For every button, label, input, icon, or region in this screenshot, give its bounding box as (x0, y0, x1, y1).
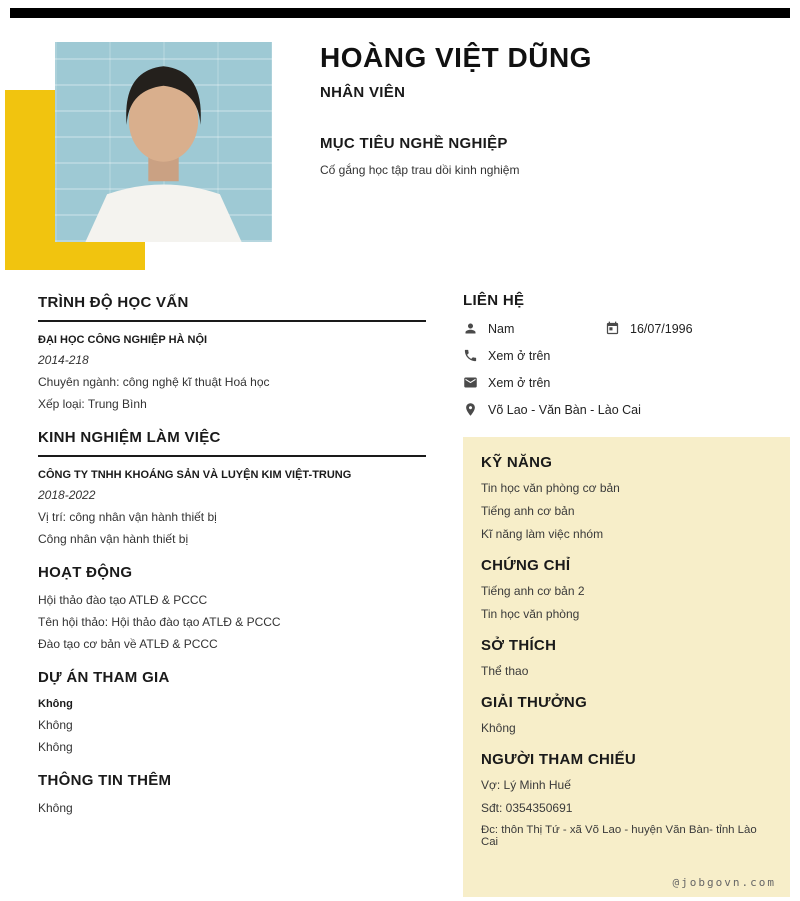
award-item: Không (481, 721, 516, 735)
education-period: 2014-218 (38, 353, 89, 367)
project-line: Không (38, 740, 73, 754)
section-skills (481, 454, 772, 541)
candidate-name: HOÀNG VIỆT DŨNG (320, 42, 592, 73)
calendar-icon (605, 321, 620, 336)
contact-heading: LIÊN HỆ (463, 292, 525, 309)
gender-value: Nam (488, 321, 515, 336)
additional-info-heading: THÔNG TIN THÊM (38, 772, 172, 789)
left-column (38, 294, 426, 833)
skill-item: Kĩ năng làm việc nhóm (481, 527, 604, 541)
section-awards (481, 694, 772, 735)
skill-item: Tiếng anh cơ bản (481, 504, 575, 518)
contact-email (463, 375, 550, 390)
education-heading: TRÌNH ĐỘ HỌC VẤN (38, 294, 426, 322)
section-additional-info (38, 772, 426, 815)
experience-line: Vị trí: công nhân vận hành thiết bị (38, 510, 217, 524)
location-pin-icon (463, 402, 478, 417)
hobbies-heading: SỞ THÍCH (481, 637, 557, 654)
phone-icon (463, 348, 478, 363)
activity-line: Hội thảo đào tạo ATLĐ & PCCC (38, 593, 208, 607)
activities-heading: HOẠT ĐỘNG (38, 564, 133, 581)
hobby-item: Thể thao (481, 664, 529, 678)
birthdate-value: 16/07/1996 (630, 321, 693, 336)
contact-rows (463, 321, 790, 417)
contact-row-address (463, 402, 790, 417)
certificates-heading: CHỨNG CHỈ (481, 557, 571, 574)
reference-item: Đc: thôn Thị Tứ - xã Võ Lao - huyện Văn Bàn- tỉnh Lào Cai (481, 824, 757, 848)
certificate-item: Tiếng anh cơ bản 2 (481, 584, 585, 598)
candidate-job-title: NHÂN VIÊN (320, 84, 406, 101)
project-line-bold: Không (38, 698, 73, 710)
objective-text: Cố gắng học tập trau dồi kinh nghiệm (320, 163, 520, 177)
contact-phone (463, 348, 550, 363)
person-silhouette-image (55, 42, 272, 242)
skills-heading: KỸ NĂNG (481, 454, 553, 471)
experience-heading: KINH NGHIỆM LÀM VIỆC (38, 429, 426, 457)
references-heading: NGƯỜI THAM CHIẾU (481, 751, 637, 768)
contact-birthdate (605, 321, 693, 336)
activity-line: Tên hội thảo: Hội thảo đào tạo ATLĐ & PCCC (38, 615, 281, 629)
section-certificates (481, 557, 772, 621)
activity-line: Đào tạo cơ bản về ATLĐ & PCCC (38, 637, 218, 651)
awards-heading: GIẢI THƯỞNG (481, 694, 588, 711)
section-references (481, 751, 772, 848)
education-line: Xếp loại: Trung Bình (38, 397, 147, 411)
top-black-bar (10, 8, 790, 18)
person-icon (463, 321, 478, 336)
experience-period: 2018-2022 (38, 488, 96, 502)
reference-item: Vợ: Lý Minh Huế (481, 778, 571, 792)
education-school: ĐẠI HỌC CÔNG NGHIỆP HÀ NỘI (38, 334, 208, 346)
objective-heading: MỤC TIÊU NGHỀ NGHIỆP (320, 135, 508, 152)
cv-header (320, 42, 770, 177)
contact-section (463, 292, 790, 429)
contact-row-phone (463, 348, 790, 363)
section-projects (38, 669, 426, 754)
email-value: Xem ở trên (488, 375, 551, 390)
contact-gender (463, 321, 605, 336)
additional-info-line: Không (38, 801, 73, 815)
watermark: @jobgovn.com (672, 876, 776, 889)
projects-heading: DỰ ÁN THAM GIA (38, 669, 170, 686)
section-activities (38, 564, 426, 651)
certificate-item: Tin học văn phòng (481, 607, 580, 621)
education-line: Chuyên ngành: công nghệ kĩ thuật Hoá học (38, 375, 270, 389)
experience-line: Công nhân vận hành thiết bị (38, 532, 189, 546)
contact-row-email (463, 375, 790, 390)
project-line: Không (38, 718, 73, 732)
section-education (38, 294, 426, 411)
profile-photo (55, 42, 272, 242)
address-value: Võ Lao - Văn Bàn - Lào Cai (488, 402, 641, 417)
contact-address (463, 402, 641, 417)
reference-item: Sđt: 0354350691 (481, 801, 573, 815)
section-hobbies (481, 637, 772, 678)
section-experience (38, 429, 426, 546)
phone-value: Xem ở trên (488, 348, 551, 363)
skill-item: Tin học văn phòng cơ bản (481, 481, 620, 495)
experience-company: CÔNG TY TNHH KHOÁNG SẢN VÀ LUYỆN KIM VIỆT-TRUNG (38, 469, 352, 481)
right-panel (463, 437, 790, 897)
contact-row-gender-dob (463, 321, 790, 336)
email-icon (463, 375, 478, 390)
